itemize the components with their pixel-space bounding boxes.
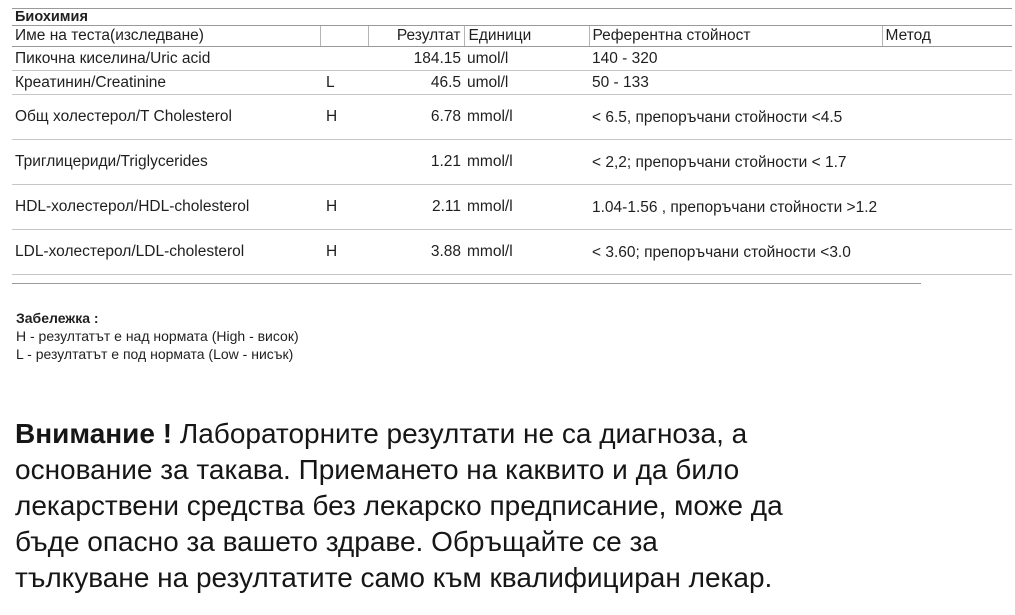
result-value: 2.11 <box>368 185 464 230</box>
section-header-row <box>12 9 1012 26</box>
result-units: mmol/l <box>464 230 589 275</box>
section-title: Биохимия <box>12 9 1012 26</box>
table-bottom-border <box>12 283 921 284</box>
column-header-method: Метод <box>882 26 1012 47</box>
method-cell <box>882 95 1012 140</box>
table-row <box>12 95 1012 140</box>
test-name: HDL-холестерол/HDL-cholesterol <box>12 185 320 230</box>
result-value: 3.88 <box>368 230 464 275</box>
table-row <box>12 230 1012 275</box>
column-header-name: Име на теста(изследване) <box>12 26 320 47</box>
notes-title: Забележка : <box>16 310 99 326</box>
table-header-row <box>12 26 1012 47</box>
method-cell <box>882 71 1012 95</box>
test-name: Общ холестерол/T Cholesterol <box>12 95 320 140</box>
warning-line: бъде опасно за вашето здраве. Обръщайте се за <box>15 526 658 557</box>
warning-line: лекарствени средства без лекарско предписание, може да <box>15 490 783 521</box>
test-name: Креатинин/Creatinine <box>12 71 320 95</box>
reference-range: < 6.5, препоръчани стойности <4.5 <box>589 95 882 140</box>
warning-line: тълкуване на резултатите само към квалифициран лекар. <box>15 562 773 593</box>
result-flag <box>320 47 368 71</box>
warning-block <box>15 416 1015 596</box>
table-row <box>12 71 1012 95</box>
warning-text: Лабораторните резултати не са диагноза, а <box>172 418 748 449</box>
reference-range: 50 - 133 <box>589 71 882 95</box>
table-row <box>12 47 1012 71</box>
test-name: Триглицериди/Triglycerides <box>12 140 320 185</box>
result-value: 184.15 <box>368 47 464 71</box>
table-row <box>12 185 1012 230</box>
result-flag <box>320 140 368 185</box>
result-flag: H <box>320 95 368 140</box>
reference-range: 140 - 320 <box>589 47 882 71</box>
result-value: 1.21 <box>368 140 464 185</box>
result-value: 46.5 <box>368 71 464 95</box>
result-units: mmol/l <box>464 95 589 140</box>
result-flag: H <box>320 185 368 230</box>
test-name: LDL-холестерол/LDL-cholesterol <box>12 230 320 275</box>
note-low: L - резултатът е под нормата (Low - нисък) <box>16 346 294 362</box>
reference-range: < 3.60; препоръчани стойности <3.0 <box>589 230 882 275</box>
reference-range: < 2,2; препоръчани стойности < 1.7 <box>589 140 882 185</box>
result-value: 6.78 <box>368 95 464 140</box>
note-high: H - резултатът е над нормата (High - висок) <box>16 328 299 344</box>
warning-lead: Внимание ! <box>15 418 173 449</box>
column-header-flag <box>320 26 368 47</box>
reference-range: 1.04-1.56 , препоръчани стойности >1.2 <box>589 185 882 230</box>
method-cell <box>882 185 1012 230</box>
column-header-units: Единици <box>464 26 589 47</box>
warning-line: основание за такава. Приемането на каквито и да било <box>15 454 740 485</box>
result-flag: L <box>320 71 368 95</box>
test-name: Пикочна киселина/Uric acid <box>12 47 320 71</box>
result-units: umol/l <box>464 47 589 71</box>
result-units: mmol/l <box>464 185 589 230</box>
warning-line <box>15 416 1015 452</box>
biochemistry-table <box>12 8 1012 275</box>
method-cell <box>882 230 1012 275</box>
result-flag: H <box>320 230 368 275</box>
result-units: umol/l <box>464 71 589 95</box>
table-row <box>12 140 1012 185</box>
notes-block <box>16 309 299 363</box>
column-header-reference: Референтна стойност <box>589 26 882 47</box>
column-header-result: Резултат <box>368 26 464 47</box>
method-cell <box>882 47 1012 71</box>
method-cell <box>882 140 1012 185</box>
result-units: mmol/l <box>464 140 589 185</box>
